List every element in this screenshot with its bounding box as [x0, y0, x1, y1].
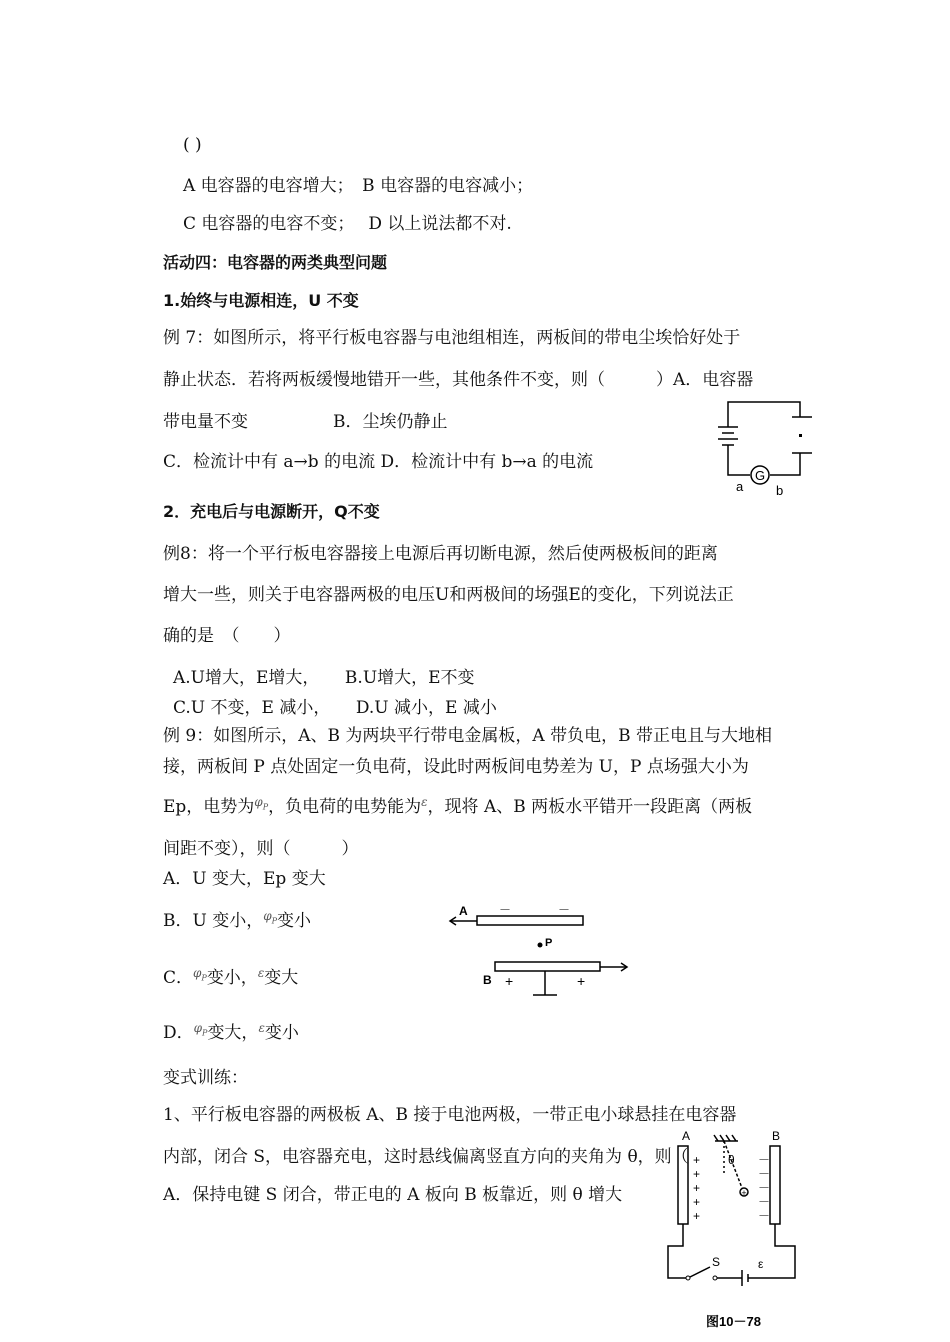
phi-subscript: P	[271, 916, 278, 926]
plus-sign: +	[693, 1153, 701, 1167]
point-p-label: P	[545, 937, 553, 949]
phi-symbol: φ	[193, 966, 202, 980]
ex8-line2: 增大一些，则关于电容器两极的电压U和两极间的场强E的变化，下列说法正	[163, 585, 734, 605]
minus-sign: －	[758, 1209, 771, 1223]
ex8-options-ab: A.U增大，E增大， B.U增大，E不变	[173, 668, 475, 688]
battery-eps-label: ε	[758, 1257, 764, 1271]
q6-options-ab: A 电容器的电容增大； B 电容器的电容减小；	[183, 176, 534, 196]
activity4-title: 活动四：电容器的两类典型问题	[163, 253, 388, 272]
phi-subscript: P	[202, 1028, 208, 1038]
epsilon-symbol: ε	[421, 795, 428, 809]
phi-symbol: φ	[193, 1021, 203, 1035]
plate-b-plus-1: +	[505, 973, 514, 989]
ex7-circuit-figure	[708, 395, 820, 500]
ex7-line2: 静止状态．若将两板缓慢地错开一些，其他条件不变，则（ ）A．电容器	[163, 370, 754, 390]
phi-subscript: P	[201, 973, 207, 983]
plate-a-minus-1: －	[499, 903, 512, 917]
phi-symbol: φ	[263, 909, 272, 923]
phi-p-symbol	[254, 795, 269, 812]
ex9-line2: 接，两板间 P 点处固定一负电荷，设此时两板间电势差为 U，P 点场强大小为	[163, 757, 749, 777]
case1-title: 1.始终与电源相连，U 不变	[163, 291, 359, 310]
ex7-line1: 例 7：如图所示，将平行板电容器与电池组相连，两板间的带电尘埃恰好处于	[163, 328, 741, 348]
ex9-option-b-part1: B．U 变小，	[163, 911, 264, 931]
minus-sign: －	[758, 1195, 771, 1209]
ex9-line3-part2: ，负电荷的电势能为	[268, 797, 422, 817]
phi-p-symbol	[263, 909, 278, 926]
switch-s-label: S	[712, 1255, 721, 1269]
ex8-options-cd: C.U 不变，E 减小， D.U 减小，E 减小	[173, 698, 497, 718]
galvanometer-label: G	[754, 468, 766, 483]
minus-sign: －	[758, 1153, 771, 1167]
figure-caption: 图10－78	[706, 1314, 761, 1329]
minus-sign: －	[758, 1167, 771, 1181]
fig-plate-a-label: A	[682, 1129, 691, 1143]
ex9-option-c-part3: 变大	[264, 968, 299, 988]
q6-options-cd: C 电容器的电容不变； D 以上说法都不对.	[183, 214, 512, 234]
variant1-circuit-figure	[660, 1126, 810, 1336]
ex9-line1: 例 9：如图所示，A、B 为两块平行带电金属板，A 带负电，B 带正电且与大地相	[163, 726, 772, 746]
phi-symbol: φ	[254, 795, 263, 809]
ex7-line4: C．检流计中有 a→b 的电流 D．检流计中有 b→a 的电流	[163, 452, 594, 472]
plate-b-plus-2: +	[577, 973, 586, 989]
ex7-label-b: b	[776, 483, 784, 498]
ex9-option-d-part2: 变大，	[207, 1023, 259, 1043]
epsilon-symbol: ε	[257, 966, 265, 980]
variant1-line3: A．保持电键 S 闭合，带正电的 A 板向 B 板靠近，则 θ 增大	[163, 1185, 623, 1205]
ex8-line1: 例8：将一个平行板电容器接上电源后再切断电源，然后使两极板间的距离	[163, 544, 718, 564]
ex7-line3: 带电量不变 B．尘埃仍静止	[163, 412, 448, 432]
ball-charge-plus: +	[741, 1188, 747, 1198]
ex9-option-c-part1: C．	[163, 968, 194, 988]
plate-b-label: B	[483, 973, 492, 987]
fig-plate-b-label: B	[772, 1129, 781, 1143]
phi-p-symbol	[193, 1021, 208, 1038]
minus-sign: －	[758, 1181, 771, 1195]
plate-a-charges	[693, 1153, 700, 1223]
ex9-line3-part3: ，现将 A、B 两板水平错开一段距离（两板	[427, 797, 753, 817]
ex9-option-c	[163, 962, 298, 989]
ex9-option-c-part2: 变小，	[206, 968, 258, 988]
ex9-line3	[163, 791, 752, 818]
variant-title: 变式训练：	[163, 1068, 248, 1088]
ex9-option-a: A．U 变大，Ep 变大	[163, 869, 326, 889]
ex9-plates-figure	[445, 895, 640, 1005]
plate-b-charges	[758, 1153, 770, 1223]
epsilon-symbol: ε	[258, 1021, 265, 1035]
ex9-option-b	[163, 905, 311, 932]
variant1-line2: 内部，闭合 S，电容器充电，这时悬线偏离竖直方向的夹角为 θ，则（	[163, 1147, 689, 1167]
ex9-option-b-part2: 变小	[277, 911, 312, 931]
ex9-option-d-part3: 变小	[264, 1023, 299, 1043]
plate-a-minus-2: －	[558, 903, 571, 917]
ex8-line3: 确的是 （ ）	[163, 626, 291, 646]
plus-sign: +	[693, 1195, 701, 1209]
ex9-line4: 间距不变），则（ ）	[163, 839, 359, 859]
plate-a-label: A	[459, 904, 468, 918]
plus-sign: +	[693, 1209, 701, 1223]
case2-title: 2．充电后与电源断开，Q不变	[163, 502, 380, 521]
ex9-option-d	[163, 1017, 299, 1044]
theta-label: θ	[728, 1153, 735, 1167]
ex9-option-d-part1: D．	[163, 1023, 194, 1043]
phi-p-symbol	[193, 966, 207, 983]
plus-sign: +	[693, 1167, 701, 1181]
phi-subscript: P	[262, 802, 269, 812]
ex7-label-a: a	[736, 479, 744, 494]
q6-bracket: ( )	[183, 135, 202, 155]
variant1-line1: 1、平行板电容器的两极板 A、B 接于电池两极，一带正电小球悬挂在电容器	[163, 1105, 737, 1125]
ex9-line3-part1: Ep，电势为	[163, 797, 255, 817]
plus-sign: +	[693, 1181, 701, 1195]
